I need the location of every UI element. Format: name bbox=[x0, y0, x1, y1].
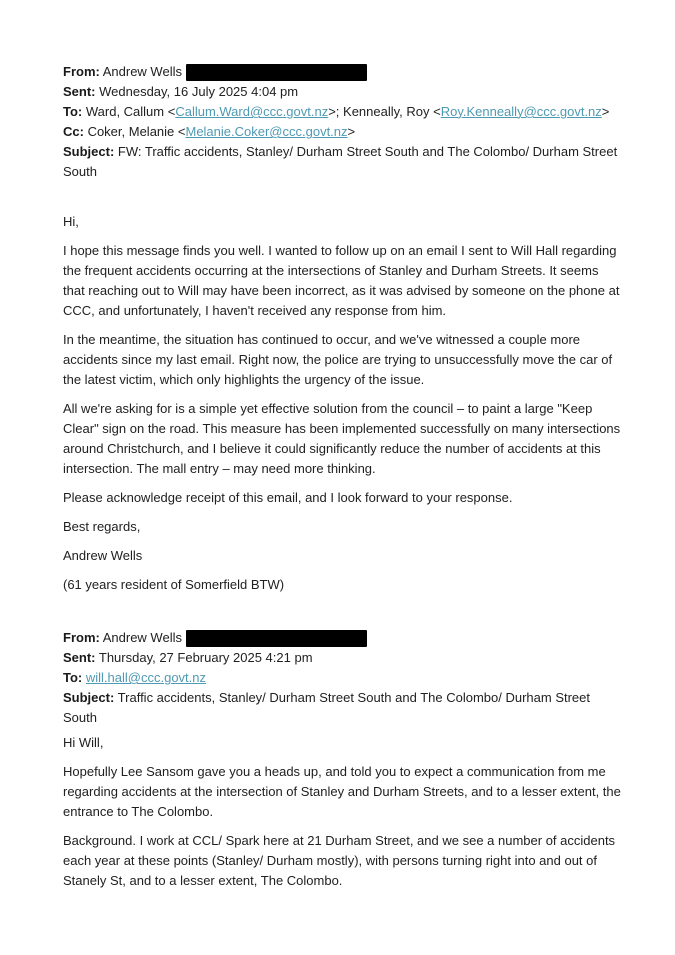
cc-recipient-name: Coker, Melanie < bbox=[83, 124, 186, 139]
to-close-bracket: > bbox=[601, 104, 610, 119]
to-label: To: bbox=[63, 670, 83, 685]
greeting: Hi Will, bbox=[63, 735, 104, 750]
from-label: From: bbox=[63, 64, 100, 79]
body-paragraph: Background. I work at CCL/ Spark here at 21 Durham Street, and we see a number of accidents each year at these points (Stanley/ Durham mostly), with persons turning right into and out of Stanely St, and to a lesser extent, The Colombo. bbox=[63, 833, 616, 888]
from-line bbox=[63, 62, 621, 82]
greeting: Hi, bbox=[63, 214, 79, 229]
cc-line bbox=[63, 122, 621, 142]
sent-line bbox=[63, 648, 621, 668]
email-thread bbox=[63, 62, 621, 891]
subject-label: Subject: bbox=[63, 144, 115, 159]
cc-label: Cc: bbox=[63, 124, 84, 139]
sent-value: Thursday, 27 February 2025 4:21 pm bbox=[95, 650, 313, 665]
to-line bbox=[63, 102, 621, 122]
redacted-email-address bbox=[186, 630, 367, 647]
body-paragraph: In the meantime, the situation has continued to occur, and we've witnessed a couple more accidents since my last email. Right now, the police are trying to unsuccessfully move the car of the latest victim, which only highlights the urgency of the issue. bbox=[63, 332, 613, 387]
closing: Best regards, bbox=[63, 519, 141, 534]
email-2-header bbox=[63, 628, 621, 728]
from-label: From: bbox=[63, 630, 100, 645]
subject-value: Traffic accidents, Stanley/ Durham Street South and The Colombo/ Durham Street South bbox=[63, 690, 594, 725]
from-line bbox=[63, 628, 621, 648]
email-1-header bbox=[63, 62, 621, 182]
subject-label: Subject: bbox=[63, 690, 115, 705]
postscript: (61 years resident of Somerfield BTW) bbox=[63, 577, 285, 592]
to-email-link-callum[interactable]: Callum.Ward@ccc.govt.nz bbox=[175, 104, 329, 119]
to-recipient-name: Ward, Callum < bbox=[82, 104, 176, 119]
sent-value: Wednesday, 16 July 2025 4:04 pm bbox=[95, 84, 299, 99]
subject-value: FW: Traffic accidents, Stanley/ Durham Street South and The Colombo/ Durham Street South bbox=[63, 144, 621, 179]
email-2-body bbox=[63, 733, 621, 891]
email-1 bbox=[63, 62, 621, 595]
sent-line bbox=[63, 82, 621, 102]
to-email-link-roy[interactable]: Roy.Kenneally@ccc.govt.nz bbox=[440, 104, 602, 119]
body-paragraph: All we're asking for is a simple yet effective solution from the council – to paint a large "Keep Clear" sign on the road. This measure has been implemented successfully on many intersections around Christchurch, and I believe it could significantly reduce the number of accidents at this intersection. The mall entry – may need more thinking. bbox=[63, 401, 621, 476]
to-email-link-will[interactable]: will.hall@ccc.govt.nz bbox=[85, 670, 206, 685]
sent-label: Sent: bbox=[63, 650, 96, 665]
signature: Andrew Wells bbox=[63, 548, 143, 563]
body-paragraph: Hopefully Lee Sansom gave you a heads up, and told you to expect a communication from me regarding accidents at the intersection of Stanley and Durham Streets, and to a lesser extent, the entrance to The Colombo. bbox=[63, 764, 621, 819]
to-label: To: bbox=[63, 104, 83, 119]
subject-line bbox=[63, 688, 621, 728]
to-line bbox=[63, 668, 621, 688]
body-paragraph: I hope this message finds you well. I wanted to follow up on an email I sent to Will Hall regarding the frequent accidents occurring at the intersections of Stanley and Durham Streets. It seems that reaching out to Will may have been incorrect, as it was advised by someone on the phone at CCC, and unfortunately, I haven't received any response from him. bbox=[63, 243, 620, 318]
from-value: Andrew Wells bbox=[99, 630, 186, 645]
sent-label: Sent: bbox=[63, 84, 96, 99]
to-recipient-separator: >; Kenneally, Roy < bbox=[328, 104, 441, 119]
from-value: Andrew Wells bbox=[99, 64, 186, 79]
email-1-body bbox=[63, 212, 621, 595]
subject-line bbox=[63, 142, 621, 182]
redacted-email-address bbox=[186, 64, 367, 81]
cc-email-link-melanie[interactable]: Melanie.Coker@ccc.govt.nz bbox=[185, 124, 348, 139]
email-2 bbox=[63, 628, 621, 891]
cc-close-bracket: > bbox=[347, 124, 356, 139]
body-paragraph: Please acknowledge receipt of this email, and I look forward to your response. bbox=[63, 490, 513, 505]
